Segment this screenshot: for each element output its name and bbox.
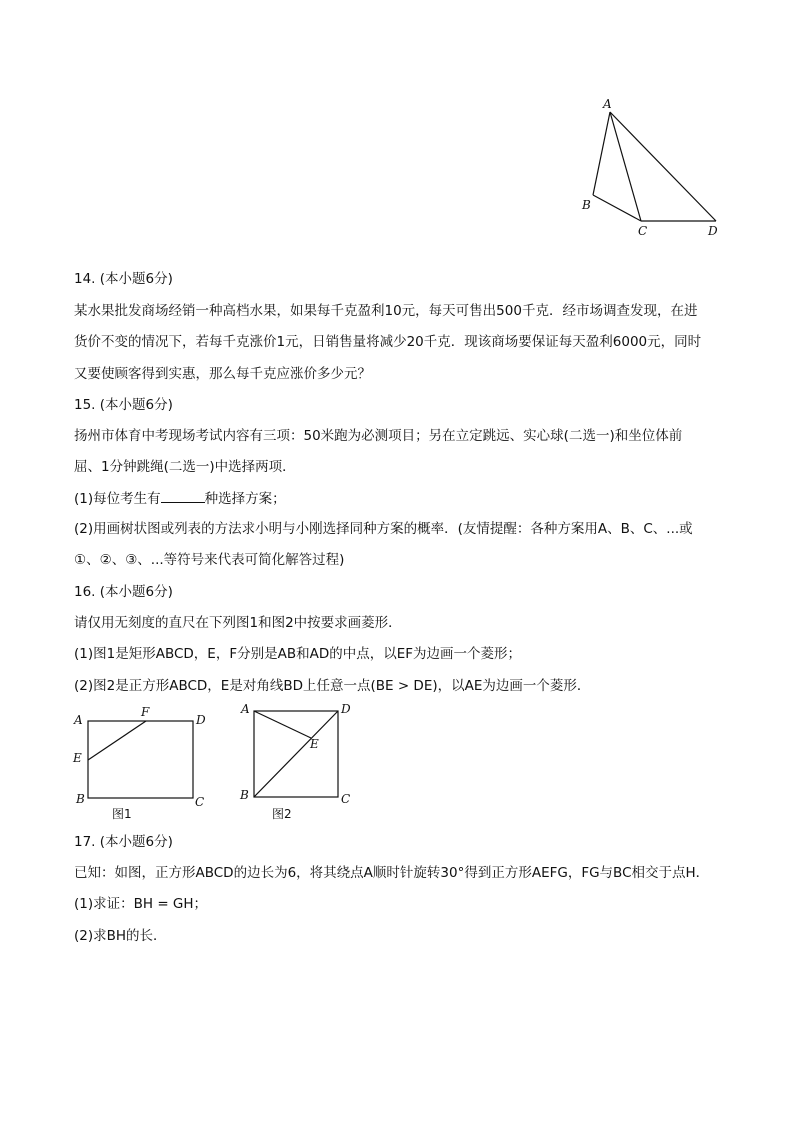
triangle-figure: [593, 112, 716, 221]
segment-ef: [88, 721, 146, 760]
q14-line-3: 又要使顾客得到实惠，那么每千克应涨价多少元？: [74, 366, 371, 382]
q15-line-1: 扬州市体育中考现场考试内容有三项：50米跑为必测项目；另在立定跳远、实心球(二选一)和坐位体前: [74, 428, 683, 444]
figure-1: [88, 721, 193, 798]
fig2-label-b: B: [240, 788, 249, 802]
q16-part-2: (2)图2是正方形ABCD，E是对角线BD上任意一点(BE > DE)，以AE为边画一个菱形．: [74, 678, 591, 694]
q16-part-1: (1)图1是矩形ABCD，E，F分别是AB和AD的中点，以EF为边画一个菱形；: [74, 646, 522, 662]
q16-intro: 请仅用无刻度的直尺在下列图1和图2中按要求画菱形．: [74, 615, 402, 631]
q15-part-1-after: 种选择方案；: [204, 491, 286, 507]
label-d: D: [708, 224, 718, 238]
q17-intro: 已知：如图，正方形ABCD的边长为6，将其绕点A顺时针旋转30°得到正方形AEFG，FG与BC相交于点H．: [74, 865, 710, 881]
q15-part-2-line-1: (2)用画树状图或列表的方法求小明与小刚选择同种方案的概率．(友情提醒：各种方案用A、B、C、...或: [74, 521, 693, 537]
label-a: A: [603, 97, 612, 111]
fig1-label-a: A: [74, 713, 83, 727]
fig2-label-a: A: [241, 702, 250, 716]
answer-blank[interactable]: [161, 490, 205, 503]
rectangle-abcd: [88, 721, 193, 798]
q16-header: 16. (本小题6分): [74, 584, 173, 600]
q14-line-1: 某水果批发商场经销一种高档水果，如果每千克盈利10元，每天可售出500千克．经市场调查发现，在进: [74, 303, 698, 319]
figure-2: [254, 711, 338, 797]
segment-ae: [254, 711, 311, 738]
q15-line-2: 屈、1分钟跳绳(二选一)中选择两项．: [74, 459, 296, 475]
q15-part-1-before: (1)每位考生有: [74, 491, 161, 507]
fig1-label-b: B: [76, 792, 85, 806]
fig1-label-f: F: [141, 705, 150, 719]
segment-bc: [593, 195, 641, 221]
fig1-caption: 图1: [112, 807, 132, 821]
fig2-label-d: D: [341, 702, 351, 716]
q14-line-2: 货价不变的情况下，若每千克涨价1元，日销售量将减少20千克．现该商场要保证每天盈利6000元，同时: [74, 334, 702, 350]
label-c: C: [638, 224, 648, 238]
q15-part-2-line-2: ①、②、③、...等符号来代表可简化解答过程): [74, 552, 345, 568]
fig1-label-d: D: [196, 713, 206, 727]
fig1-label-c: C: [195, 795, 205, 809]
q17-part-2: (2)求BH的长．: [74, 928, 167, 944]
q15-header: 15. (本小题6分): [74, 397, 173, 413]
q14-header: 14. (本小题6分): [74, 271, 173, 287]
diagonal-bd: [254, 711, 338, 797]
fig2-label-e: E: [310, 737, 319, 751]
fig2-caption: 图2: [272, 807, 292, 821]
q17-header: 17. (本小题6分): [74, 834, 173, 850]
q15-part-1: [74, 490, 286, 508]
fig2-label-c: C: [341, 792, 351, 806]
q17-part-1: (1)求证：BH = GH；: [74, 896, 208, 912]
segment-ab: [593, 112, 610, 195]
label-b: B: [582, 198, 591, 212]
fig1-label-e: E: [73, 751, 82, 765]
